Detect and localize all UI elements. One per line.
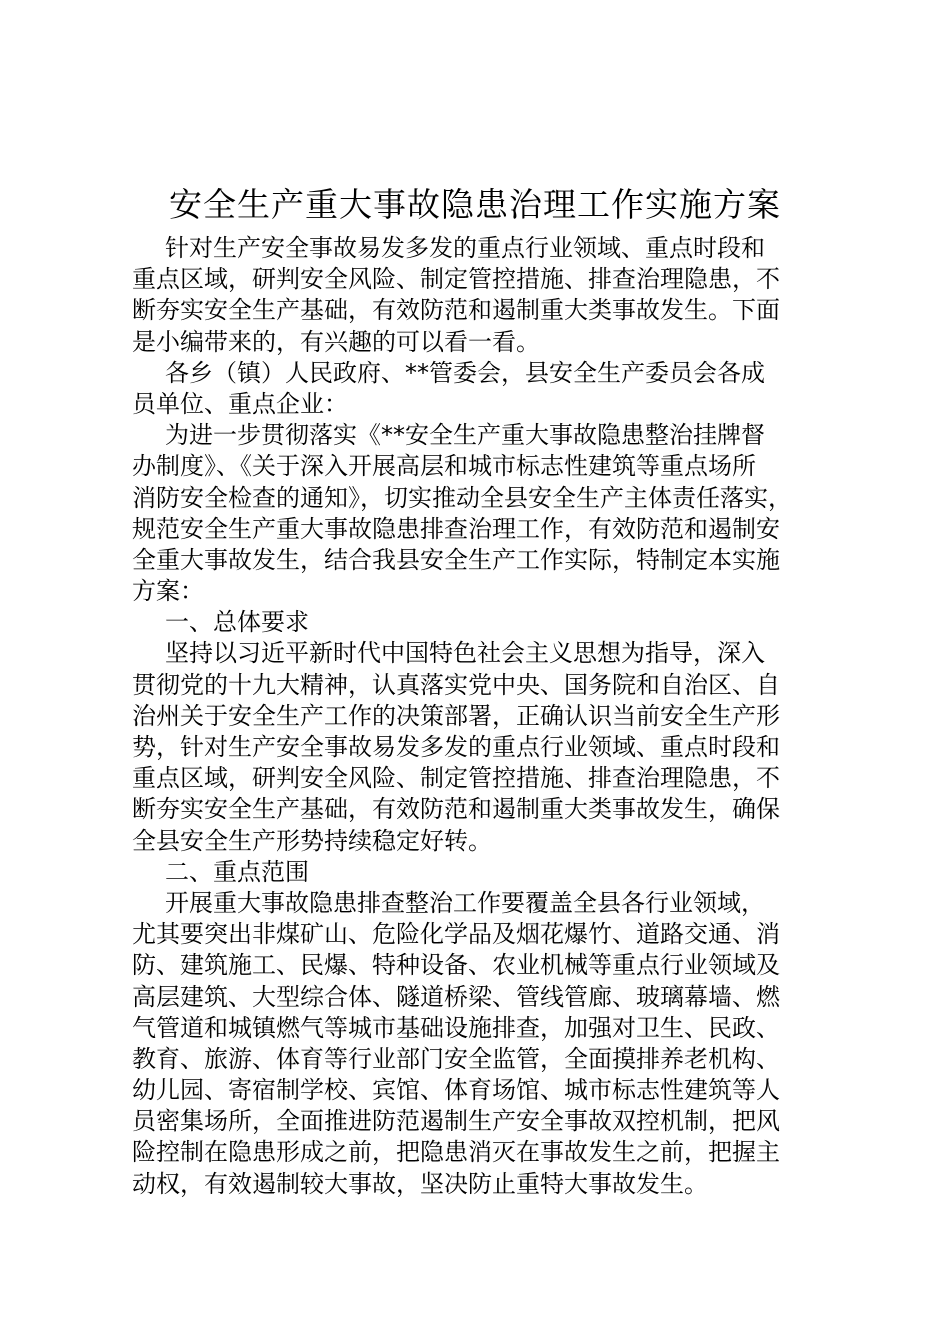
body-line: 险控制在隐患形成之前，把隐患消灭在事故发生之前，把握主	[132, 1138, 780, 1167]
body-line: 全重大事故发生，结合我县安全生产工作实际，特制定本实施	[132, 545, 780, 574]
body-line: 重点区域，研判安全风险、制定管控措施、排查治理隐患，不	[132, 764, 780, 793]
body-line: 高层建筑、大型综合体、隧道桥梁、管线管廊、玻璃幕墙、燃	[132, 982, 780, 1011]
body-line: 气管道和城镇燃气等城市基础设施排查，加强对卫生、民政、	[132, 1013, 780, 1042]
body-line: 开展重大事故隐患排查整治工作要覆盖全县各行业领域，	[165, 888, 765, 917]
body-line: 幼儿园、寄宿制学校、宾馆、体育场馆、城市标志性建筑等人	[132, 1076, 780, 1105]
body-line: 办制度》、《关于深入开展高层和城市标志性建筑等重点场所	[132, 452, 756, 481]
body-line: 防、建筑施工、民爆、特种设备、农业机械等重点行业领域及	[132, 951, 780, 980]
document-title: 安全生产重大事故隐患治理工作实施方案	[169, 185, 781, 224]
body-line: 员密集场所，全面推进防范遏制生产安全事故双控机制，把风	[132, 1107, 780, 1136]
body-line: 重点区域，研判安全风险、制定管控措施、排查治理隐患，不	[132, 265, 780, 294]
body-line: 是小编带来的，有兴趣的可以看一看。	[132, 327, 540, 356]
body-line: 员单位、重点企业：	[132, 389, 348, 418]
body-line: 教育、旅游、体育等行业部门安全监管，全面摸排养老机构、	[132, 1044, 780, 1073]
body-line: 贯彻党的十九大精神，认真落实党中央、国务院和自治区、自	[132, 670, 780, 699]
body-line: 一、总体要求	[165, 608, 309, 637]
body-line: 治州关于安全生产工作的决策部署，正确认识当前安全生产形	[132, 701, 780, 730]
body-line: 断夯实安全生产基础，有效防范和遏制重大类事故发生。下面	[132, 296, 780, 325]
document-body	[132, 233, 842, 1200]
body-line: 坚持以习近平新时代中国特色社会主义思想为指导，深入	[165, 639, 765, 668]
body-line: 尤其要突出非煤矿山、危险化学品及烟花爆竹、道路交通、消	[132, 920, 780, 949]
body-line: 各乡（镇）人民政府、**管委会，县安全生产委员会各成	[165, 358, 765, 387]
body-line: 针对生产安全事故易发多发的重点行业领域、重点时段和	[165, 234, 765, 262]
body-line: 方案：	[132, 577, 204, 606]
body-line: 断夯实安全生产基础，有效防范和遏制重大类事故发生，确保	[132, 795, 780, 824]
body-line: 规范安全生产重大事故隐患排查治理工作，有效防范和遏制安	[132, 514, 780, 543]
body-line: 消防安全检查的通知》，切实推动全县安全生产主体责任落实，	[132, 483, 792, 512]
body-line: 势，针对生产安全事故易发多发的重点行业领域、重点时段和	[132, 733, 780, 761]
body-line: 全县安全生产形势持续稳定好转。	[132, 826, 492, 855]
body-line: 为进一步贯彻落实《**安全生产重大事故隐患整治挂牌督	[165, 421, 765, 450]
body-line: 二、重点范围	[165, 857, 309, 886]
body-line: 动权，有效遏制较大事故，坚决防止重特大事故发生。	[132, 1169, 708, 1198]
